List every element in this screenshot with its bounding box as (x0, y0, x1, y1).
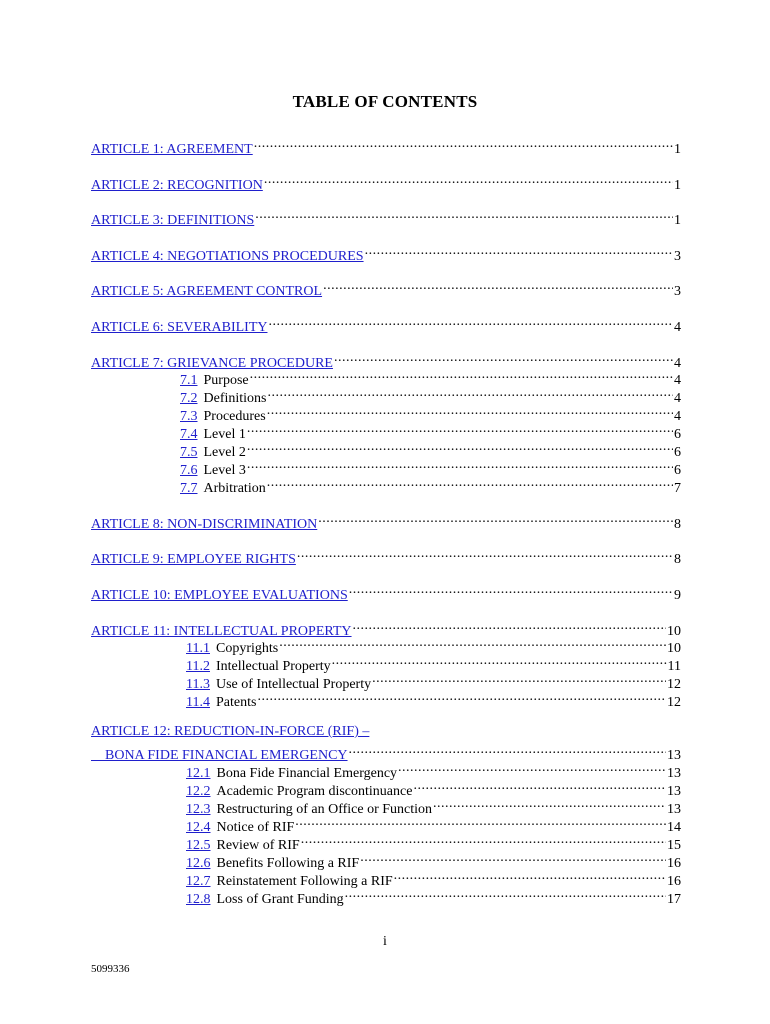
section-number-link[interactable]: 11.2 (186, 659, 210, 674)
section-number-link[interactable]: 7.3 (180, 409, 198, 424)
toc-page-number: 6 (674, 427, 681, 442)
toc-subentry-7-3[interactable] (180, 402, 681, 424)
section-number-link[interactable]: 12.8 (186, 892, 211, 907)
toc-page-number: 8 (674, 517, 681, 532)
section-number-link[interactable]: 7.4 (180, 427, 198, 442)
toc-link[interactable]: ARTICLE 1: AGREEMENT (91, 142, 253, 157)
section-number-link[interactable]: 12.6 (186, 856, 211, 871)
section-label: Review of RIF (216, 838, 300, 853)
leader-dots (398, 759, 666, 777)
leader-dots (433, 795, 666, 813)
section-label: Notice of RIF (216, 820, 295, 835)
section-label: Purpose (203, 373, 249, 388)
section-number-link[interactable]: 7.7 (180, 481, 198, 496)
section-number-link[interactable]: 7.2 (180, 391, 198, 406)
leader-dots (247, 456, 673, 474)
toc-link[interactable]: ARTICLE 3: DEFINITIONS (91, 213, 255, 228)
toc-page-number: 3 (674, 249, 681, 264)
toc-subentry-12-2[interactable] (186, 777, 681, 799)
section-number-link[interactable]: 12.2 (186, 784, 211, 799)
toc-page-number: 6 (674, 463, 681, 478)
toc-subentry-7-1[interactable] (180, 366, 681, 388)
toc-page-number: 8 (674, 552, 681, 567)
section-label: Procedures (203, 409, 266, 424)
section-number-link[interactable]: 7.6 (180, 463, 198, 478)
section-label: Definitions (203, 391, 267, 406)
toc-subentry-7-5[interactable] (180, 438, 681, 460)
toc-page-number: 9 (674, 588, 681, 603)
toc-page-number: 16 (667, 856, 681, 871)
leader-dots (413, 777, 666, 795)
section-label: Loss of Grant Funding (216, 892, 344, 907)
leader-dots (323, 277, 673, 295)
toc-link[interactable]: ARTICLE 6: SEVERABILITY (91, 320, 268, 335)
section-label: Arbitration (203, 481, 266, 496)
toc-page-number: 1 (674, 213, 681, 228)
section-label: Use of Intellectual Property (215, 677, 372, 692)
toc-subentry-11-2[interactable] (186, 652, 681, 674)
leader-dots (394, 867, 666, 885)
toc-page-number: 4 (674, 409, 681, 424)
toc-link[interactable]: ARTICLE 8: NON-DISCRIMINATION (91, 517, 318, 532)
toc-link[interactable]: ARTICLE 5: AGREEMENT CONTROL (91, 284, 323, 299)
toc-page-number: 3 (674, 284, 681, 299)
leader-dots (349, 581, 673, 599)
toc-page-number: 14 (667, 820, 681, 835)
toc-page-number: 4 (674, 356, 681, 371)
toc-entry-article-6[interactable] (91, 313, 681, 335)
section-number-link[interactable]: 7.1 (180, 373, 198, 388)
leader-dots (295, 813, 666, 831)
leader-dots (365, 242, 673, 260)
section-number-link[interactable]: 11.1 (186, 641, 210, 656)
toc-link[interactable]: ARTICLE 9: EMPLOYEE RIGHTS (91, 552, 296, 567)
toc-entry-article-1[interactable] (91, 135, 681, 157)
toc-page-number: 13 (667, 802, 681, 817)
toc-page-number: 15 (667, 838, 681, 853)
section-label: Reinstatement Following a RIF (216, 874, 393, 889)
leader-dots (250, 366, 673, 384)
toc-link[interactable]: ARTICLE 11: INTELLECTUAL PROPERTY (91, 624, 352, 639)
leader-dots (372, 670, 666, 688)
leader-dots (255, 206, 673, 224)
toc-page-number: 4 (674, 373, 681, 388)
toc-subentry-7-6[interactable] (180, 456, 681, 478)
leader-dots (349, 741, 666, 759)
toc-page-number: 12 (667, 677, 681, 692)
toc-page-number: 6 (674, 445, 681, 460)
leader-dots (268, 313, 673, 331)
toc-page-number: 1 (674, 142, 681, 157)
toc-entry-article-7[interactable] (91, 349, 681, 371)
toc-link[interactable]: BONA FIDE FINANCIAL EMERGENCY (91, 748, 348, 763)
leader-dots (279, 634, 666, 652)
toc-entry-article-11[interactable] (91, 617, 681, 639)
toc-entry-article-8[interactable] (91, 510, 681, 532)
toc-page-number: 11 (667, 659, 681, 674)
section-label: Intellectual Property (215, 659, 331, 674)
toc-entry-article-9[interactable] (91, 545, 681, 567)
section-number-link[interactable]: 12.4 (186, 820, 211, 835)
toc-page-number: 16 (667, 874, 681, 889)
section-label: Level 2 (203, 445, 246, 460)
toc-page-number: 13 (667, 766, 681, 781)
leader-dots (353, 617, 666, 635)
toc-link[interactable]: ARTICLE 10: EMPLOYEE EVALUATIONS (91, 588, 348, 603)
leader-dots (254, 135, 673, 153)
toc-entry-article-4[interactable] (91, 242, 681, 264)
leader-dots (257, 688, 666, 706)
toc-entry-article-10[interactable] (91, 581, 681, 603)
toc-title: TABLE OF CONTENTS (292, 92, 478, 111)
section-label: Copyrights (215, 641, 279, 656)
leader-dots (297, 545, 673, 563)
toc-entry-article-12-line-2[interactable] (91, 741, 681, 763)
toc-page-number: 10 (667, 624, 681, 639)
toc-entry-article-5[interactable] (91, 277, 681, 299)
toc-subentry-12-8[interactable] (186, 885, 681, 907)
toc-page-number: 13 (667, 784, 681, 799)
section-label: Level 3 (203, 463, 246, 478)
toc-link[interactable]: ARTICLE 4: NEGOTIATIONS PROCEDURES (91, 249, 364, 264)
toc-subentry-11-1[interactable] (186, 634, 681, 656)
toc-subentry-12-6[interactable] (186, 849, 681, 871)
leader-dots (247, 420, 673, 438)
toc-link[interactable]: ARTICLE 7: GRIEVANCE PROCEDURE (91, 356, 333, 371)
toc-subentry-7-4[interactable] (180, 420, 681, 442)
leader-dots (360, 849, 666, 867)
section-number-link[interactable]: 12.7 (186, 874, 211, 889)
toc-subentry-7-7[interactable] (180, 474, 681, 496)
page-number: i (383, 934, 387, 949)
toc-entry-article-2[interactable] (91, 171, 681, 193)
leader-dots (301, 831, 666, 849)
toc-page-number: 1 (674, 178, 681, 193)
section-number-link[interactable]: 11.4 (186, 695, 210, 710)
toc-entry-article-3[interactable] (91, 206, 681, 228)
leader-dots (267, 474, 673, 492)
leader-dots (334, 349, 673, 367)
toc-subentry-11-3[interactable] (186, 670, 681, 692)
toc-page-number: 13 (667, 748, 681, 763)
toc-page-number: 12 (667, 695, 681, 710)
leader-dots (345, 885, 666, 903)
toc-page-number: 10 (667, 641, 681, 656)
toc-page-number: 4 (674, 391, 681, 406)
section-number-link[interactable]: 11.3 (186, 677, 210, 692)
leader-dots (267, 402, 673, 420)
leader-dots (318, 510, 673, 528)
toc-subentry-12-3[interactable] (186, 795, 681, 817)
document-id: 5099336 (91, 963, 130, 975)
section-number-link[interactable]: 12.1 (186, 766, 211, 781)
toc-page-number: 7 (674, 481, 681, 496)
section-label: Academic Program discontinuance (216, 784, 413, 799)
section-number-link[interactable]: 12.5 (186, 838, 211, 853)
section-label: Benefits Following a RIF (216, 856, 360, 871)
leader-dots (247, 438, 673, 456)
toc-entry-article-12-line-1[interactable] (91, 723, 681, 741)
toc-link[interactable]: ARTICLE 2: RECOGNITION (91, 178, 263, 193)
toc-subentry-12-4[interactable] (186, 813, 681, 835)
section-label: Restructuring of an Office or Function (216, 802, 433, 817)
toc-subentry-7-2[interactable] (180, 384, 681, 406)
leader-dots (264, 171, 673, 189)
section-number-link[interactable]: 7.5 (180, 445, 198, 460)
section-number-link[interactable]: 12.3 (186, 802, 211, 817)
toc-subentry-12-7[interactable] (186, 867, 681, 889)
section-label: Level 1 (203, 427, 246, 442)
toc-subentry-11-4[interactable] (186, 688, 681, 710)
toc-subentry-12-1[interactable] (186, 759, 681, 781)
leader-dots (332, 652, 667, 670)
toc-page-number: 4 (674, 320, 681, 335)
section-label: Bona Fide Financial Emergency (216, 766, 398, 781)
toc-page-number: 17 (667, 892, 681, 907)
section-label: Patents (215, 695, 257, 710)
toc-link[interactable]: ARTICLE 12: REDUCTION-IN-FORCE (RIF) – (91, 724, 370, 739)
leader-dots (268, 384, 674, 402)
toc-subentry-12-5[interactable] (186, 831, 681, 853)
